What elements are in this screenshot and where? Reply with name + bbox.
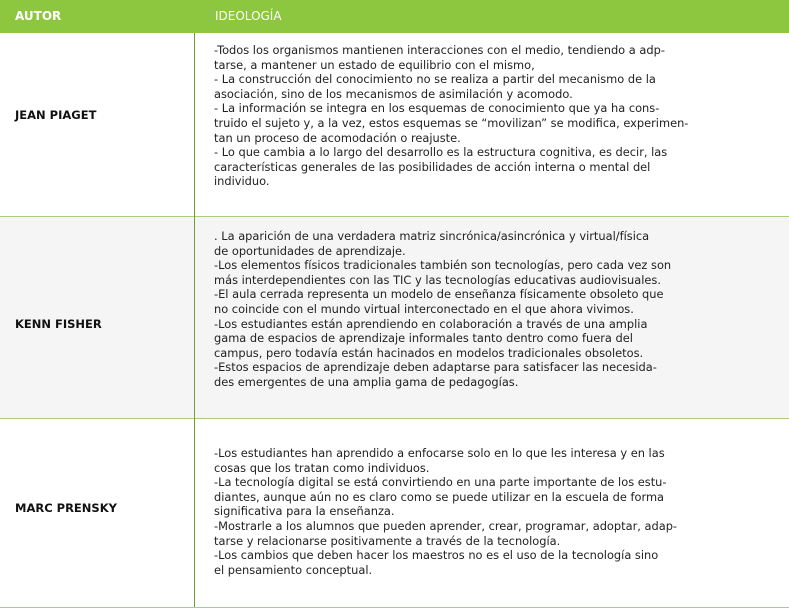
table-header bbox=[0, 0, 789, 33]
ideology-line: campus, pero todavía están hacinados en modelos tradicionales obsoletos. bbox=[214, 345, 644, 360]
ideology-line: gama de espacios de aprendizaje informales tanto dentro como fuera del bbox=[214, 331, 633, 346]
ideology-line: des emergentes de una amplia gama de pedagogías. bbox=[214, 374, 519, 389]
ideology-line: truido el sujeto y, a la vez, estos esquemas se “movilizan” se modifica, experimen- bbox=[214, 115, 689, 130]
ideology-cell bbox=[214, 43, 768, 189]
table-bottom-border bbox=[0, 607, 789, 608]
header-autor: AUTOR bbox=[15, 9, 62, 23]
ideology-line: cosas que los tratan como individuos. bbox=[214, 460, 430, 475]
ideology-line: tarse y relacionarse positivamente a través de la tecnología. bbox=[214, 533, 561, 548]
ideology-line: -El aula cerrada representa un modelo de enseñanza físicamente obsoleto que bbox=[214, 287, 664, 302]
ideology-line: tarse, a mantener un estado de equilibrio con el mismo, bbox=[214, 57, 535, 72]
ideology-line: diantes, aunque aún no es claro como se puede utilizar en la escuela de forma bbox=[214, 489, 665, 504]
author-cell: JEAN PIAGET bbox=[15, 108, 97, 122]
ideology-line: - La construcción del conocimiento no se realiza a partir del mecanismo de la bbox=[214, 72, 656, 87]
ideology-line: el pensamiento conceptual. bbox=[214, 562, 373, 577]
ideology-line: -Estos espacios de aprendizaje deben adaptarse para satisfacer las necesida- bbox=[214, 360, 657, 375]
column-divider bbox=[194, 33, 195, 607]
ideology-line: - La información se integra en los esquemas de conocimiento que ya ha cons- bbox=[214, 101, 660, 116]
ideology-line: asociación, sino de los mecanismos de asimilación y acomodo. bbox=[214, 86, 573, 101]
table-row-prensky bbox=[0, 419, 789, 607]
ideology-line: -Los estudiantes han aprendido a enfocarse solo en lo que les interesa y en las bbox=[214, 446, 665, 460]
table-row-piaget bbox=[0, 33, 789, 216]
ideology-line: características generales de las posibilidades de acción interna o mental del bbox=[214, 159, 651, 174]
author-cell: MARC PRENSKY bbox=[15, 501, 117, 515]
table-row-fisher bbox=[0, 217, 789, 418]
ideology-cell bbox=[214, 446, 768, 577]
ideology-line: tan un proceso de acomodación o reajuste. bbox=[214, 130, 461, 145]
header-ideologia: IDEOLOGÍA bbox=[215, 9, 282, 23]
ideology-line: -Mostrarle a los alumnos que pueden aprender, crear, programar, adoptar, adap- bbox=[214, 518, 678, 533]
ideology-line: más interdependientes con las TIC y las tecnologías educativas audiovisuales. bbox=[214, 272, 661, 287]
author-cell: KENN FISHER bbox=[15, 317, 102, 331]
ideology-line: significativa para la enseñanza. bbox=[214, 504, 395, 519]
ideology-line: -Los estudiantes están aprendiendo en colaboración a través de una amplia bbox=[214, 316, 648, 331]
ideology-line: . La aparición de una verdadera matriz sincrónica/asincrónica y virtual/física bbox=[214, 229, 650, 243]
ideology-line: -Los elementos físicos tradicionales también son tecnologías, pero cada vez son bbox=[214, 258, 672, 273]
ideology-line: -Todos los organismos mantienen interacciones con el medio, tendiendo a adp- bbox=[214, 43, 665, 57]
ideology-line: -Los cambios que deben hacer los maestros no es el uso de la tecnología sino bbox=[214, 548, 659, 563]
ideology-line: - Lo que cambia a lo largo del desarrollo es la estructura cognitiva, es decir, las bbox=[214, 145, 668, 160]
ideology-line: no coincide con el mundo virtual interconectado en el que ahora vivimos. bbox=[214, 301, 634, 316]
ideology-line: individuo. bbox=[214, 174, 270, 189]
ideology-line: de oportunidades de aprendizaje. bbox=[214, 243, 406, 258]
ideology-line: -La tecnología digital se está convirtiendo en una parte importante de los estu- bbox=[214, 475, 667, 490]
ideology-cell bbox=[214, 229, 768, 390]
